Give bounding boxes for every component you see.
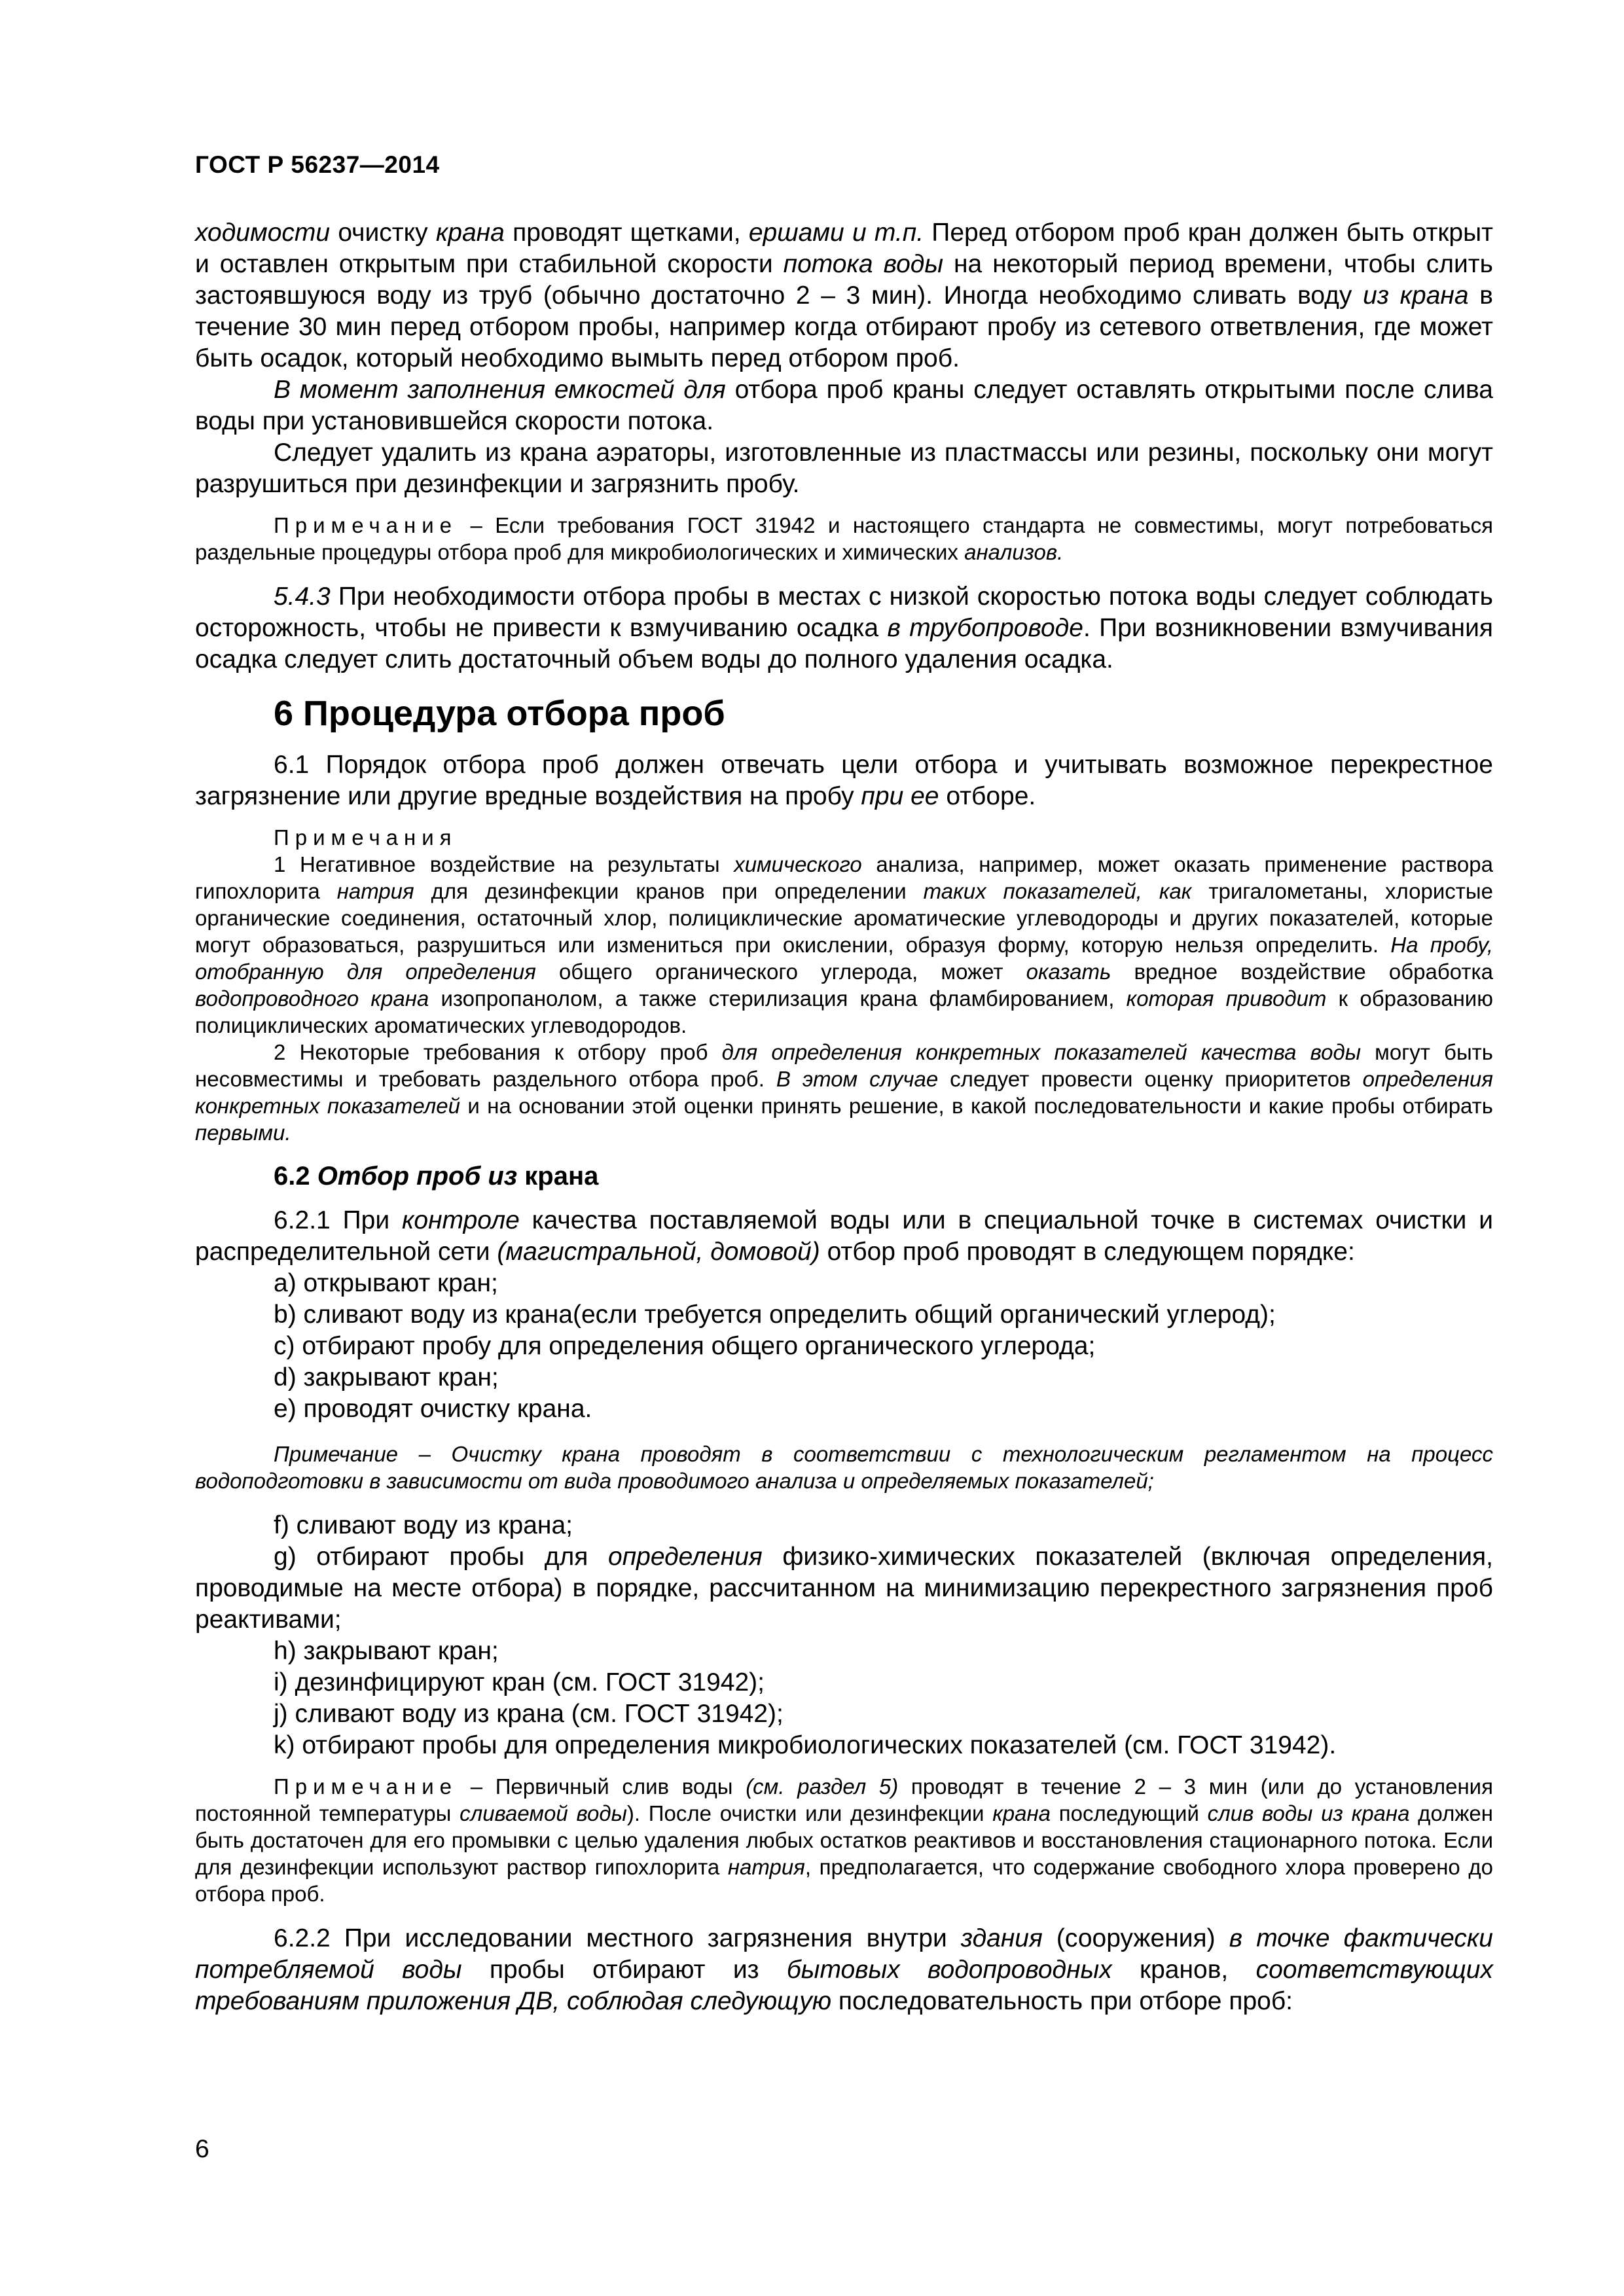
- section-6-2-heading: [274, 1160, 1493, 1192]
- text-italic: В этом случае: [776, 1067, 939, 1092]
- text: g) отбирают пробы для: [274, 1543, 609, 1571]
- text-italic: ершами и т.п.: [748, 219, 924, 247]
- text-italic: при ее: [861, 782, 939, 811]
- text: тригалометаны, хлористые органические соединения, остаточный хлор, полициклические ароматические углеводороды и других показателей, которые могут образоваться, разрушиться или измениться при окислении, образуя форму, которую нельзя определить.: [195, 879, 1493, 958]
- text: и на основании этой оценки принять решение, в какой последовательности и какие пробы отбирать: [460, 1094, 1493, 1119]
- text-italic: Отбор проб из: [317, 1162, 518, 1191]
- text-italic: (магистральной, домовой): [497, 1238, 820, 1266]
- list-item: a) открывают кран;: [274, 1269, 498, 1298]
- text-italic: потока воды: [783, 250, 944, 279]
- text-italic: в точке фактически потребляемой воды: [195, 1924, 1493, 1984]
- note-label: Примечание: [274, 1774, 458, 1799]
- text: изопропанолом, а также стерилизация крана фламбированием,: [429, 986, 1127, 1011]
- section-6-heading: 6 Процедура отбора проб: [274, 694, 725, 734]
- list-item: b) сливают воду из крана(если требуется определить общий органический углерод);: [274, 1300, 1276, 1329]
- text-italic: здания: [960, 1924, 1043, 1953]
- text-italic: таких показателей, как: [923, 879, 1192, 904]
- text: в течение 30 мин перед отбором пробы, например когда отбирают пробу из сетевого ответвления, где может быть осадок, который необходимо вымыть перед отбором проб.: [195, 281, 1493, 373]
- text: 6.1 Порядок отбора проб должен отвечать цели отбора и учитывать возможное перекрестное загрязнение или другие вредные воздействия на пробу: [195, 751, 1493, 811]
- paragraph-6-2-1: [195, 1205, 1493, 1268]
- text-italic: водопроводного крана: [195, 986, 429, 1011]
- text: отбора проб краны следует оставлять открытыми после слива воды при установившейся скорости потока.: [195, 376, 1493, 436]
- text: 2 Некоторые требования к отбору проб: [274, 1040, 722, 1065]
- text-italic: из крана: [1363, 281, 1469, 310]
- text: для дезинфекции кранов при определении: [414, 879, 924, 904]
- text-italic: первыми.: [195, 1121, 291, 1145]
- list-item: e) проводят очистку крана.: [274, 1395, 592, 1424]
- note-1: [195, 512, 1493, 565]
- text-italic: для определения конкретных показателей качества воды: [721, 1040, 1362, 1065]
- text: общего органического углерода, может: [535, 960, 1026, 984]
- text-italic: крана: [992, 1801, 1051, 1826]
- text: могут быть несовместимы и требовать раздельного отбора проб.: [195, 1040, 1493, 1092]
- notes-label: Примечания: [274, 825, 458, 850]
- text-italic: натрия: [336, 879, 414, 904]
- list-item: c) отбирают пробу для определения общего органического углерода;: [274, 1332, 1096, 1361]
- text: проводят в течение 2 – 3 мин (или до установления постоянной температуры: [195, 1774, 1493, 1826]
- text: к образованию полициклических ароматических углеводородов.: [195, 986, 1493, 1038]
- text: анализа, например, может оказать применение раствора гипохлорита: [195, 852, 1493, 904]
- text-italic: контроле: [401, 1206, 520, 1235]
- list-item: j) сливают воду из крана (см. ГОСТ 31942);: [274, 1700, 784, 1729]
- text: проводят щетками,: [504, 219, 749, 247]
- list-item: f) сливают воду из крана;: [274, 1511, 573, 1540]
- text-italic: анализов.: [964, 540, 1064, 565]
- paragraph-continuation: [195, 217, 1493, 374]
- text: физико-химических показателей (включая определения, проводимые на месте отбора) в порядке, рассчитанном на минимизацию перекрестного загрязнения проб реактивами;: [195, 1543, 1493, 1634]
- note-3: [195, 1773, 1493, 1907]
- text: на некоторый период времени, чтобы слить застоявшуюся воду из труб (обычно достаточно 2 – 3 мин). Иногда необходимо сливать воду: [195, 250, 1493, 310]
- note-2-1: [195, 851, 1493, 1039]
- text-italic: ходимости: [195, 219, 331, 247]
- text-italic: бытовых водопроводных: [786, 1956, 1112, 1984]
- text-italic: сливаемой воды: [460, 1801, 627, 1826]
- list-item: h) закрывают кран;: [274, 1637, 499, 1666]
- text-italic: натрия: [727, 1855, 805, 1880]
- italic-note: Примечание – Очистку крана проводят в соответствии с технологическим регламентом на процесс водоподготовки в зависимости от вида проводимого анализа и определяемых показателей;: [195, 1442, 1493, 1494]
- text: . При возникновении взмучивания осадка следует слить достаточный объем воды до полного удаления осадка.: [195, 614, 1493, 674]
- text: крана: [517, 1162, 599, 1191]
- text: , предполагается, что содержание свободного хлора проверено до отбора проб.: [195, 1855, 1493, 1907]
- text-italic: соответствующих требованиям приложения ДВ, соблюдая следующую: [195, 1956, 1493, 2016]
- list-item-g: [195, 1541, 1493, 1636]
- list-item: d) закрывают кран;: [274, 1363, 499, 1392]
- text: пробы отбирают из: [461, 1956, 787, 1984]
- text: 6.2.2 При исследовании местного загрязнения внутри: [274, 1924, 961, 1953]
- list-item: k) отбирают пробы для определения микробиологических показателей (см. ГОСТ 31942).: [274, 1731, 1337, 1760]
- text: – Первичный слив воды: [458, 1774, 746, 1799]
- text-italic: которая приводит: [1126, 986, 1327, 1011]
- paragraph-5-4-3: [195, 581, 1493, 675]
- text-italic: крана: [435, 219, 505, 247]
- clause-number: 5.4.3: [274, 583, 331, 611]
- text: 6.2.1 При: [274, 1206, 402, 1235]
- text: вредное воздействие обработка: [1111, 960, 1493, 984]
- text: ). После очистки или дезинфекции: [626, 1801, 993, 1826]
- text-italic: определения: [608, 1543, 763, 1571]
- paragraph-6-1: [195, 749, 1493, 812]
- paragraph-6-2-2: [195, 1923, 1493, 2017]
- text: должен быть достаточен для его промывки с целью удаления любых остатков реактивов и восстановления стационарного потока. Если для дезинфекции используют раствор гипохлорита: [195, 1801, 1493, 1880]
- text: последующий: [1051, 1801, 1208, 1826]
- paragraph-filling: [195, 374, 1493, 437]
- text-italic: определения конкретных показателей: [195, 1067, 1494, 1119]
- list-item: i) дезинфицируют кран (см. ГОСТ 31942);: [274, 1668, 765, 1697]
- text-italic: химического: [734, 852, 862, 877]
- text-italic: (см. раздел 5): [746, 1774, 899, 1799]
- text-italic: слив воды из крана: [1207, 1801, 1410, 1826]
- text-italic: В момент заполнения емкостей для: [274, 376, 726, 404]
- text: отборе.: [939, 782, 1036, 811]
- text: При необходимости отбора пробы в местах с низкой скоростью потока воды следует соблюдать осторожность, чтобы не привести к взмучиванию осадка: [195, 583, 1493, 643]
- text-italic: оказать: [1026, 960, 1111, 984]
- text: последовательность при отборе проб:: [831, 1987, 1293, 2016]
- text-italic: На пробу, отобранную для определения: [195, 933, 1493, 984]
- text: качества поставляемой воды или в специальной точке в системах очистки и распределительной сети: [195, 1206, 1494, 1266]
- paragraph-aerators: Следует удалить из крана аэраторы, изготовленные из пластмассы или резины, поскольку они могут разрушиться при дезинфекции и загрязнить пробу.: [195, 439, 1493, 499]
- page-number: 6: [195, 2135, 209, 2163]
- note-2-2: [195, 1039, 1493, 1146]
- text: 6.2: [274, 1162, 317, 1191]
- note-label: Примечание: [274, 513, 458, 538]
- text: отбор проб проводят в следующем порядке:: [820, 1238, 1355, 1266]
- text-italic: в трубопроводе: [887, 614, 1083, 643]
- text: кранов,: [1111, 1956, 1256, 1984]
- text: Перед отбором проб кран должен быть открыт и оставлен открытым при стабильной скорости: [195, 219, 1493, 279]
- text: следует провести оценку приоритетов: [938, 1067, 1363, 1092]
- document-header: ГОСТ Р 56237—2014: [195, 151, 440, 178]
- text: (сооружения): [1042, 1924, 1229, 1953]
- text: – Если требования ГОСТ 31942 и настоящего стандарта не совместимы, могут потребоваться раздельные процедуры отбора проб для микробиологических и химических: [195, 513, 1493, 565]
- text: очистку: [330, 219, 436, 247]
- text: 1 Негативное воздействие на результаты: [274, 852, 734, 877]
